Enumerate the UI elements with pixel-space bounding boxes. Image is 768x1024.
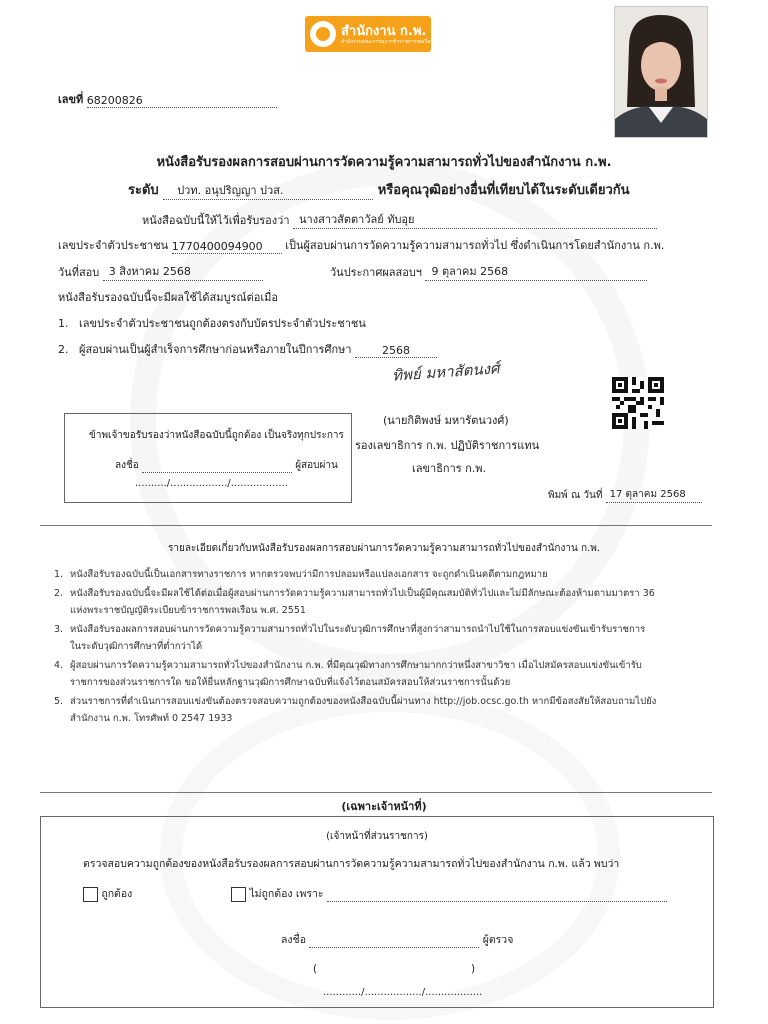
details-item-2-line: แห่งพระราชบัญญัติระเบียบข้าราชการพลเรือน พ.ศ. 2551	[70, 605, 306, 616]
id-row	[58, 236, 664, 254]
ocsc-logo	[305, 16, 434, 52]
incorrect-label: ไม่ถูกต้อง เพราะ	[249, 888, 324, 900]
official-box	[40, 816, 714, 1008]
print-date-label: พิมพ์ ณ วันที่	[548, 490, 603, 501]
id-label: เลขประจำตัวประชาชน	[58, 239, 169, 252]
official-subheading: (เจ้าหน้าที่ส่วนราชการ)	[326, 831, 428, 842]
certify-row	[142, 210, 657, 229]
signatory-position-2: เลขาธิการ ก.พ.	[412, 462, 487, 475]
announce-date-label: วันประกาศผลสอบฯ	[330, 266, 422, 279]
official-check-text: ตรวจสอบความถูกต้องของหนังสือรับรองผลการสอบผ่านการวัดความรู้ความสามารถทั่วไปของสำนักงาน ก.พ. แล้ว พบว่า	[83, 858, 620, 870]
level-suffix: หรือคุณวุฒิอย่างอื่นที่เทียบได้ในระดับเดียวกัน	[377, 183, 630, 198]
holder-sign-row	[115, 458, 338, 473]
holder-confirmation-text: ข้าพเจ้าขอรับรองว่าหนังสือฉบับนี้ถูกต้อง เป็นจริงทุกประการ	[89, 430, 344, 441]
id-value: 1770400094900	[172, 240, 282, 254]
details-item-5-line: สำนักงาน ก.พ. โทรศัพท์ 0 2547 1933	[70, 713, 233, 724]
level-label: ระดับ	[128, 183, 159, 198]
condition-item-2	[58, 340, 437, 358]
details-item-2-num: 2.	[54, 588, 64, 599]
details-item-4-line: ผู้สอบผ่านการวัดความรู้ความสามารถทั่วไปของสำนักงาน ก.พ. ที่มีคุณวุฒิทางการศึกษามากกว่าหนึ่งสาขาวิชา เมื่อไปสมัครสอบแข่งขันเข้ารับ	[70, 660, 642, 671]
signatory-position-1: รองเลขาธิการ ก.พ. ปฏิบัติราชการแทน	[355, 439, 540, 452]
holder-sign-line[interactable]	[142, 472, 292, 473]
details-item-3-line: หนังสือรับรองผลการสอบผ่านการวัดความรู้ความสามารถทั่วไปในระดับวุฒิการศึกษาที่สูงกว่าสามารถนำไปใช้ในการสอบแข่งขันเข้ารับราชการ	[70, 624, 646, 635]
cert-number-value: 68200826	[87, 94, 277, 108]
condition-2-num: 2.	[58, 343, 69, 356]
print-date-value: 17 ตุลาคม 2568	[606, 487, 702, 503]
details-item-2-line: หนังสือรับรองฉบับนี้จะมีผลใช้ได้ต่อเมื่อผู้สอบผ่านการวัดความรู้ความสามารถทั่วไปเป็นผู้มีคุณสมบัติทั่วไปและไม่มีลักษณะต้องห้ามตามมาตรา 36	[70, 588, 655, 599]
condition-1-text: เลขประจำตัวประชาชนถูกต้องตรงกับบัตรประจำตัวประชาชน	[79, 317, 366, 330]
holder-confirmation-box	[64, 413, 352, 503]
details-item-5-num: 5.	[54, 696, 64, 707]
announce-date-value: 9 ตุลาคม 2568	[425, 262, 647, 281]
details-item-1	[54, 566, 734, 583]
option-correct	[83, 885, 132, 902]
id-suffix: เป็นผู้สอบผ่านการวัดความรู้ความสามารถทั่วไป ซึ่งดำเนินการโดยสำนักงาน ก.พ.	[285, 239, 665, 252]
details-item-5	[54, 693, 734, 727]
details-item-1-num: 1.	[54, 569, 64, 580]
incorrect-checkbox[interactable]	[231, 887, 246, 902]
inspector-sign-row	[281, 931, 513, 948]
condition-2-text: ผู้สอบผ่านเป็นผู้สำเร็จการศึกษาก่อนหรือภายในปีการศึกษา	[79, 343, 352, 356]
level-row	[128, 179, 630, 200]
condition-1-num: 1.	[58, 317, 69, 330]
inspector-date-line: ............/................../..................	[323, 987, 483, 998]
holder-date-line: ........../................../..................	[135, 478, 288, 489]
document-title: หนังสือรับรองผลการสอบผ่านการวัดความรู้ความสามารถทั่วไปของสำนักงาน ก.พ.	[156, 155, 612, 170]
qr-code	[612, 377, 664, 429]
correct-checkbox[interactable]	[83, 887, 98, 902]
details-item-3-num: 3.	[54, 624, 64, 635]
details-item-1-line: หนังสือรับรองฉบับนี้เป็นเอกสารทางราชการ หากตรวจพบว่ามีการปลอมหรือแปลงเอกสาร จะถูกดำเนินคดีตามกฎหมาย	[70, 569, 548, 580]
level-value: ปวท. อนุปริญญา ปวส.	[163, 181, 373, 200]
details-item-4-num: 4.	[54, 660, 64, 671]
signatory-name: (นายกิติพงษ์ มหารัตนวงศ์)	[383, 414, 509, 427]
paren-open: (	[313, 963, 318, 975]
graduation-year-value: 2568	[355, 344, 437, 358]
divider-line	[40, 525, 712, 526]
details-item-2	[54, 585, 734, 619]
cert-number-row	[58, 90, 277, 108]
inspector-sign-label: ลงชื่อ	[281, 934, 306, 946]
holder-sign-label: ลงชื่อ	[115, 460, 139, 471]
logo-subtitle: สำนักงานคณะกรรมการข้าราชการพลเรือน	[341, 39, 434, 45]
inspector-sign-line[interactable]	[309, 947, 479, 948]
details-item-4-line: ราชการของส่วนราชการใด ขอให้ยื่นหลักฐานวุฒิการศึกษาฉบับที่แจ้งไว้ตอนสมัครสอบให้ส่วนราชการนั้นด้วย	[70, 677, 511, 688]
cert-number-label: เลขที่	[58, 93, 84, 106]
official-heading: (เฉพาะเจ้าหน้าที่)	[341, 800, 427, 813]
details-item-5-line: ส่วนราชการที่ดำเนินการสอบแข่งขันต้องตรวจสอบความถูกต้องของหนังสือฉบับนี้ผ่านทาง http://job.ocsc.go.th หากมีข้อสงสัยให้สอบถามไปยัง	[70, 696, 657, 707]
conditions-heading: หนังสือรับรองฉบับนี้จะมีผลใช้ได้สมบูรณ์ต่อเมื่อ	[58, 291, 278, 304]
details-item-4	[54, 657, 734, 691]
correct-label: ถูกต้อง	[101, 888, 133, 900]
seal-icon	[310, 21, 336, 47]
logo-name: สำนักงาน ก.พ.	[341, 24, 427, 39]
holder-sign-role: ผู้สอบผ่าน	[295, 460, 338, 471]
details-item-3-line: ในระดับวุฒิการศึกษาที่ต่ำกว่าได้	[70, 641, 203, 652]
certify-value: นางสาวสัตตาวัลย์ ทับอุย	[293, 210, 657, 229]
signature-image: ทิพย์ มหาสัตนงศ์	[391, 359, 501, 385]
official-divider	[40, 792, 712, 793]
details-item-3	[54, 621, 734, 655]
print-date-row	[548, 487, 702, 503]
inspector-sign-role: ผู้ตรวจ	[482, 934, 514, 946]
exam-date-row	[58, 262, 263, 281]
details-heading: รายละเอียดเกี่ยวกับหนังสือรับรองผลการสอบผ่านการวัดความรู้ความสามารถทั่วไปของสำนักงาน ก.พ.	[168, 543, 600, 554]
paren-close: )	[471, 963, 476, 975]
option-incorrect	[231, 885, 667, 902]
details-list	[54, 566, 734, 727]
announce-date-row	[330, 262, 647, 281]
incorrect-reason-line[interactable]	[327, 901, 667, 902]
holder-photo	[614, 6, 708, 138]
condition-item-1	[58, 314, 366, 332]
exam-date-label: วันที่สอบ	[58, 266, 100, 279]
exam-date-value: 3 สิงหาคม 2568	[103, 262, 263, 281]
certify-label: หนังสือฉบับนี้ให้ไว้เพื่อรับรองว่า	[142, 214, 290, 227]
